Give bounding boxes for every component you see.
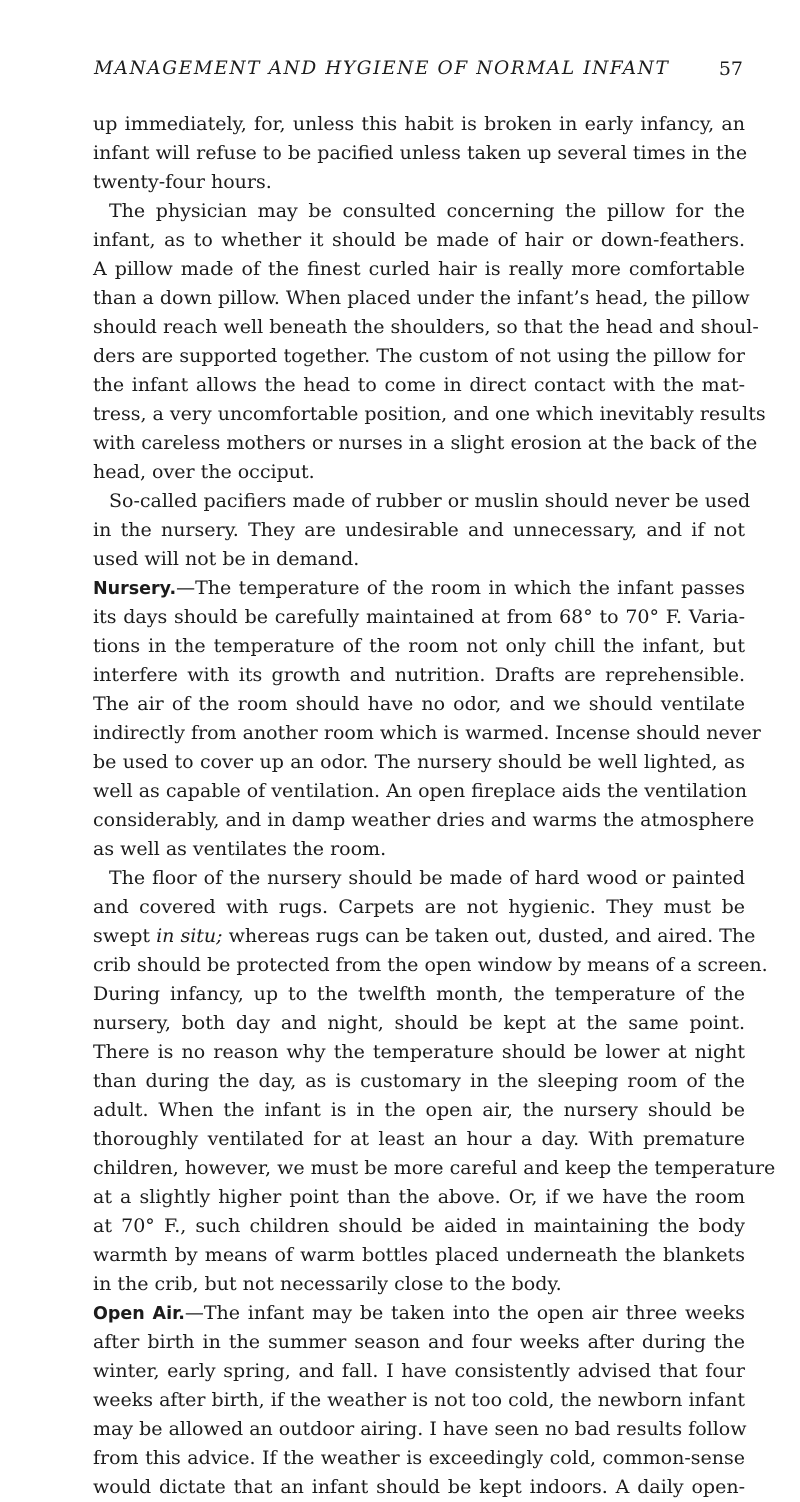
running-title: MANAGEMENT AND HYGIENE OF NORMAL INFANT: [94, 58, 670, 79]
line-text: warmth by means of warm bottles placed underneath the blankets: [93, 1244, 745, 1266]
text-line: [93, 371, 745, 400]
line-text: at a slightly higher point than the above. Or, if we have the room: [93, 1186, 745, 1208]
line-text: may be allowed an outdoor airing. I have seen no bad results follow: [93, 1418, 747, 1440]
line-text: than during the day, as is customary in the sleeping room of the: [93, 1070, 745, 1092]
line-text: weeks after birth, if the weather is not too cold, the newborn infant: [93, 1389, 745, 1411]
text-line: [93, 1444, 745, 1473]
text-line: [93, 719, 761, 748]
text-line: [93, 835, 745, 864]
text-line: [93, 197, 745, 226]
line-text: up immediately, for, unless this habit is broken in early infancy, an: [93, 113, 745, 135]
line-text: tions in the temperature of the room not only chill the infant, but: [93, 635, 745, 657]
line-text: be used to cover up an odor. The nursery should be well lighted, as: [93, 751, 745, 773]
text-line: [93, 806, 755, 835]
line-text: head, over the occiput.: [93, 461, 315, 483]
text-line: [93, 980, 745, 1009]
section-heading: Open Air.: [93, 1304, 185, 1324]
line-text: in the crib, but not necessarily close to the body.: [93, 1273, 562, 1295]
text-line: [93, 777, 745, 806]
text-line: [93, 1299, 745, 1328]
line-text: at 70° F., such children should be aided in maintaining the body: [93, 1215, 745, 1237]
line-text: well as capable of ventilation. An open fireplace aids the ventilation: [93, 780, 747, 802]
line-text: twenty-four hours.: [93, 171, 272, 193]
text-line: [93, 661, 745, 690]
line-text: the infant allows the head to come in direct contact with the mat-: [93, 374, 745, 396]
line-text: used will not be in demand.: [93, 548, 360, 570]
text-line: [93, 342, 745, 371]
text-line: [93, 284, 750, 313]
text-line: [93, 574, 745, 603]
text-line: [93, 1386, 745, 1415]
text-line: [93, 139, 748, 168]
line-text: The floor of the nursery should be made of hard wood or painted: [109, 867, 745, 889]
text-line: [93, 893, 745, 922]
line-text: thoroughly ventilated for at least an hour a day. With premature: [93, 1128, 745, 1150]
line-text: There is no reason why the temperature should be lower at night: [93, 1041, 745, 1063]
text-line: [93, 748, 745, 777]
line-text: —The infant may be taken into the open air three weeks: [184, 1302, 745, 1324]
text-line: [93, 1241, 745, 1270]
text-line: [93, 1415, 745, 1444]
text-line: [93, 922, 756, 951]
text-line: [93, 1067, 745, 1096]
section-heading: Nursery.: [93, 579, 177, 599]
line-text: after birth in the summer season and four weeks after during the: [93, 1331, 745, 1353]
text-line: [93, 400, 766, 429]
text-line: [93, 1154, 776, 1183]
text-line: [93, 458, 745, 487]
line-text: infant, as to whether it should be made of hair or down-feathers.: [93, 229, 745, 251]
text-line: [93, 1473, 745, 1502]
text-line: [93, 487, 751, 516]
text-line: [93, 864, 745, 893]
text-line: [93, 255, 745, 284]
line-text: and covered with rugs. Carpets are not hygienic. They must be: [93, 896, 745, 918]
text-line: [93, 690, 745, 719]
text-line: [93, 1038, 745, 1067]
line-text: —The temperature of the room in which the infant passes: [176, 577, 745, 599]
text-line: [93, 1357, 745, 1386]
line-text: interfere with its growth and nutrition. Drafts are reprehensible.: [93, 664, 745, 686]
line-text: children, however, we must be more careful and keep the temperature: [93, 1157, 776, 1179]
line-text: whereas rugs can be taken out, dusted, and aired. The: [222, 925, 756, 947]
text-line: [93, 1270, 745, 1299]
line-text: tress, a very uncomfortable position, and one which inevitably results: [93, 403, 766, 425]
text-line: [93, 951, 768, 980]
line-text: as well as ventilates the room.: [93, 838, 387, 860]
text-line: [93, 429, 758, 458]
page-number: 57: [718, 58, 743, 80]
line-text: crib should be protected from the open window by means of a screen.: [93, 954, 768, 976]
text-line: [93, 226, 745, 255]
text-line: [93, 110, 745, 139]
line-text: in the nursery. They are undesirable and unnecessary, and if not: [93, 519, 745, 541]
line-text: winter, early spring, and fall. I have consistently advised that four: [93, 1360, 745, 1382]
text-line: [93, 1009, 745, 1038]
text-line: [93, 545, 745, 574]
text-line: [93, 168, 745, 197]
line-text: A pillow made of the finest curled hair is really more comfortable: [93, 258, 745, 280]
text-line: [93, 1096, 745, 1125]
text-line: [93, 313, 759, 342]
text-line: [93, 516, 745, 545]
line-text: its days should be carefully maintained at from 68° to 70° F. Varia-: [93, 606, 745, 628]
text-line: [93, 603, 745, 632]
line-text: nursery, both day and night, should be kept at the same point.: [93, 1012, 745, 1034]
line-text: with careless mothers or nurses in a slight erosion at the back of the: [93, 432, 758, 454]
line-text-pre: swept: [93, 925, 157, 947]
italic-phrase: in situ;: [156, 925, 223, 947]
text-line: [93, 1183, 745, 1212]
text-line: [93, 632, 745, 661]
line-text: should reach well beneath the shoulders, so that the head and shoul-: [93, 316, 759, 338]
line-text: considerably, and in damp weather dries and warms the atmosphere: [93, 809, 755, 831]
text-line: [93, 1125, 745, 1154]
line-text: So-called pacifiers made of rubber or muslin should never be used: [109, 490, 751, 512]
line-text: ders are supported together. The custom of not using the pillow for: [93, 345, 745, 367]
line-text: During infancy, up to the twelfth month, the temperature of the: [93, 983, 745, 1005]
text-line: [93, 1212, 745, 1241]
line-text: The air of the room should have no odor, and we should ventilate: [93, 693, 745, 715]
line-text: infant will refuse to be pacified unless taken up several times in the: [93, 142, 748, 164]
line-text: from this advice. If the weather is exceedingly cold, common-sense: [93, 1447, 745, 1469]
line-text: than a down pillow. When placed under the infant’s head, the pillow: [93, 287, 750, 309]
body-text: [93, 110, 776, 1502]
line-text: would dictate that an infant should be kept indoors. A daily open-: [93, 1476, 745, 1498]
text-line: [93, 1328, 745, 1357]
line-text: indirectly from another room which is warmed. Incense should never: [93, 722, 761, 744]
running-head: [88, 58, 743, 88]
line-text: The physician may be consulted concerning the pillow for the: [109, 200, 745, 222]
line-text: adult. When the infant is in the open air, the nursery should be: [93, 1099, 745, 1121]
